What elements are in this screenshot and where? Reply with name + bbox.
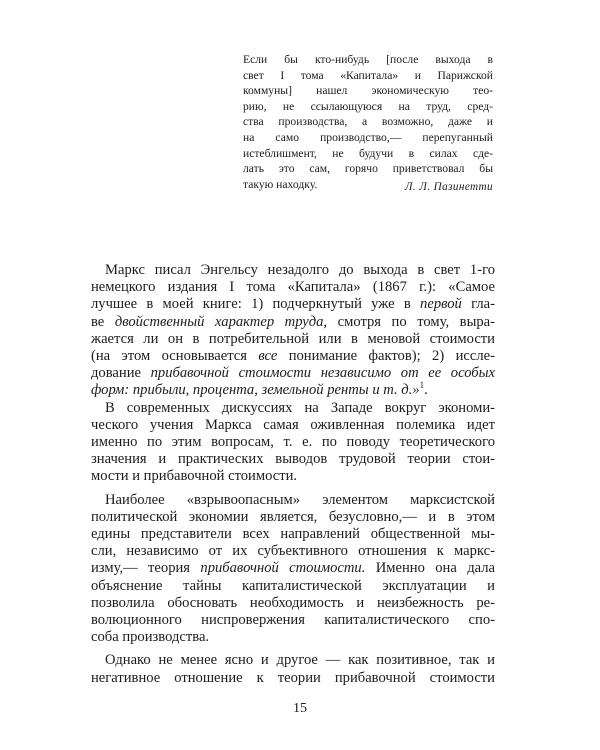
- emphasis: прибавочной стоимости.: [200, 560, 366, 577]
- epigraph-line: коммуны] нашел экономическую тео-: [243, 84, 493, 98]
- text-line: немецкого издания I тома «Капитала» (1867 г.): «Самое: [91, 279, 495, 296]
- text-line: (на этом основывается все понимание фактов); 2) иссле-: [91, 348, 495, 365]
- epigraph-line: на само производство,— перепуганный: [243, 130, 493, 144]
- text-line: ве двойственный характер труда, смотря по тому, выра-: [91, 313, 496, 330]
- text-line: значения и практических выводов трудовой теории стои-: [91, 451, 495, 468]
- text-line: форм: прибыли, процента, земельной ренты и т. д.»$^1$.: [91, 380, 428, 399]
- epigraph-author: Л. Л. Пазинетти: [404, 181, 493, 193]
- main-text: [91, 262, 495, 687]
- emphasis: двойственный характер труда,: [114, 313, 328, 330]
- text-line: Наиболее «взрывоопасным» элементом марксистской: [105, 491, 495, 508]
- page-number: 15: [293, 701, 307, 716]
- text-line: Маркс писал Энгельсу незадолго до выхода в свет 1-го: [105, 262, 495, 278]
- text-line: волюционного ниспровержения капиталистического спо-: [91, 612, 495, 629]
- text-line: Однако не менее ясно и другое — как позитивное, так и: [105, 652, 495, 669]
- text-line: соба производства.: [91, 629, 210, 646]
- epigraph-quote: [243, 52, 493, 192]
- text-line: ческого учения Маркса самая оживленная полемика идет: [91, 416, 495, 433]
- text-line: объяснение тайны капиталистической эксплуатации и: [91, 577, 495, 594]
- text-line: лучшее в моей книге: 1) подчеркнутый уже в первой гла-: [91, 296, 495, 313]
- text-line: политической экономии является, безусловно,— и в этом: [91, 508, 495, 525]
- text-line: изму,— теория прибавочной стоимости. Именно она дала: [91, 560, 495, 577]
- emphasis: первой: [420, 296, 462, 313]
- text-line: негативное отношение к теории прибавочной стоимости: [91, 669, 495, 686]
- text-line: дование прибавочной стоимости независимо от ее особых: [91, 365, 495, 382]
- text-line: сли, независимо от их субъективного отношения к маркс-: [91, 543, 495, 560]
- emphasis: все: [258, 348, 278, 365]
- epigraph-line: свет I тома «Капитала» и Парижской: [243, 68, 493, 82]
- epigraph-line: Если бы кто-нибудь [после выхода в: [243, 53, 493, 66]
- text-line: именно по этим вопросам, т. е. по поводу теоретического: [91, 434, 495, 451]
- emphasis: прибавочной стоимости независимо от ее особых: [150, 365, 495, 382]
- text-line: едины представители всех направлений общественной мы-: [91, 526, 495, 543]
- text-line: позволила обосновать необходимость и неизбежность ре-: [91, 594, 495, 611]
- epigraph-line: такую находку.: [243, 177, 318, 191]
- epigraph-line: ства производства, а возможно, даже и: [243, 115, 493, 129]
- text-line: мости и прибавочной стоимости.: [91, 468, 298, 485]
- emphasis: форм: прибыли, процента, земельной ренты и т. д.»: [91, 382, 420, 399]
- text-line: В современных дискуссиях на Западе вокруг экономи-: [105, 399, 495, 416]
- epigraph-line: истеблишмент, не будучи в силах сде-: [243, 146, 493, 160]
- text-line: жается ли он в потребительной или в меновой стоимости: [91, 330, 495, 347]
- epigraph-line: лать это сам, горячо приветствовал бы: [243, 162, 493, 176]
- footnote-marker[interactable]: 1: [419, 380, 425, 391]
- epigraph-line: рию, не ссылающуюся на труд, сред-: [243, 99, 493, 113]
